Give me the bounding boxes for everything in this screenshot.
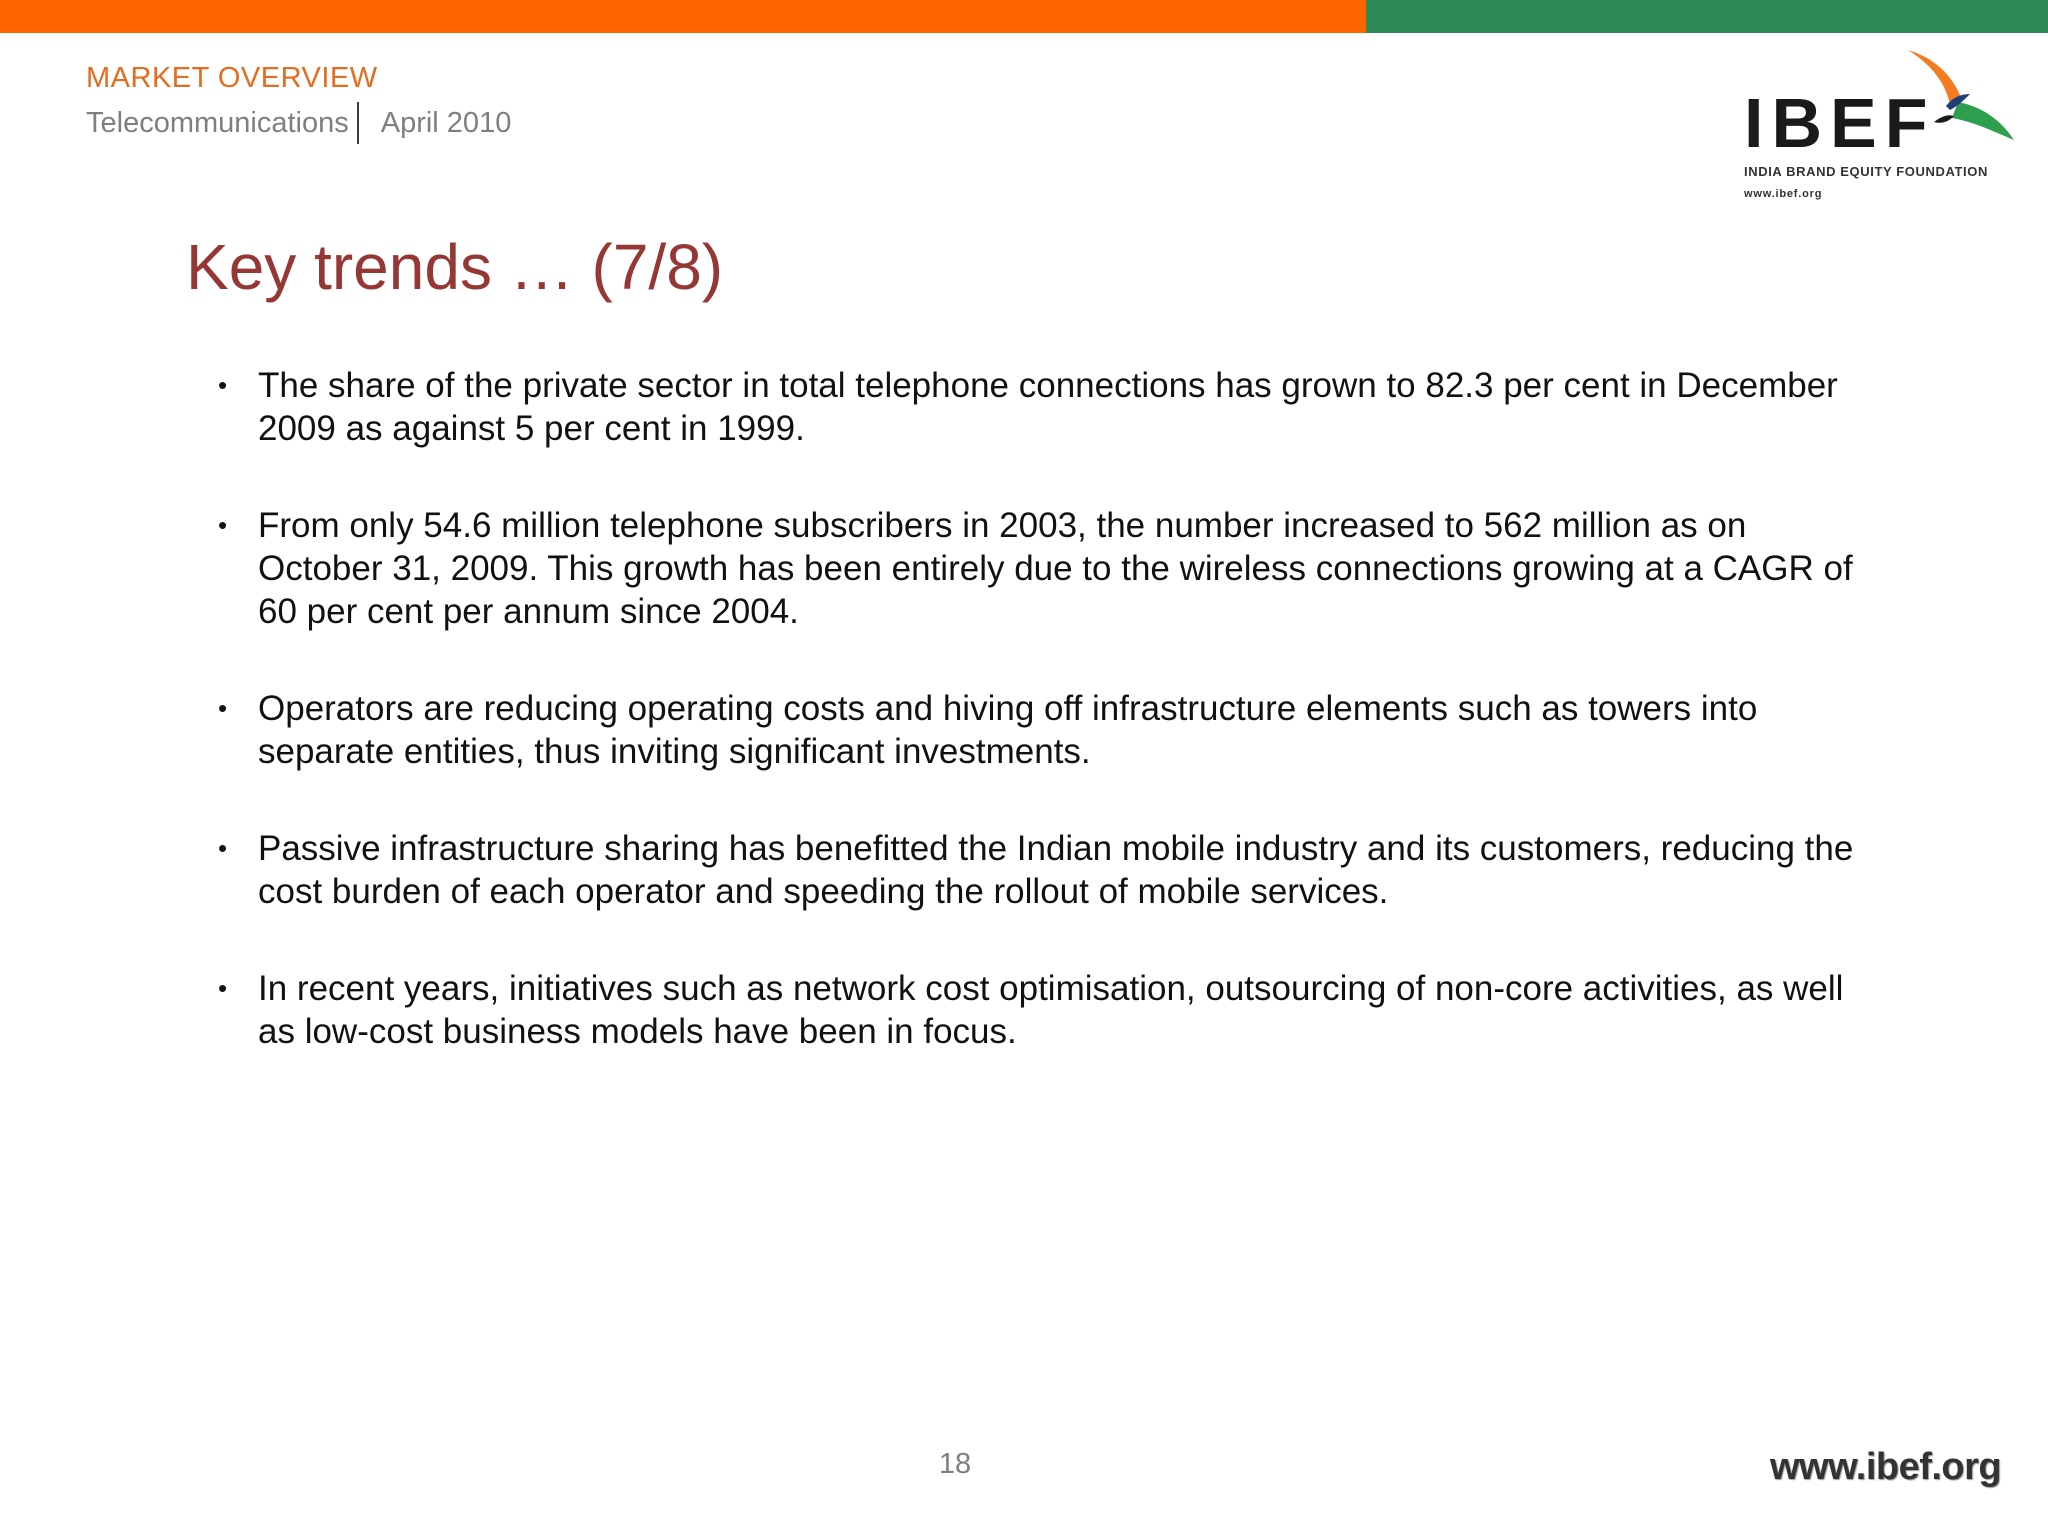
bullet-list — [218, 364, 1878, 1107]
subtitle-divider — [357, 102, 359, 144]
bullet-text: Operators are reducing operating costs and hiving off infrastructure elements such as towers into separate entities, thus inviting significant investments. — [258, 689, 1758, 771]
logo-wordmark: IBEF — [1744, 84, 1936, 162]
bullet-text: In recent years, initiatives such as network cost optimisation, outsourcing of non-core activities, as well as low-cost business models have been in focus. — [258, 969, 1844, 1051]
logo-url: www.ibef.org — [1744, 188, 1823, 200]
section-label: MARKET OVERVIEW — [86, 62, 378, 94]
bullet-icon: • — [218, 370, 228, 400]
top-bar-green — [1366, 0, 2048, 33]
sector-label: Telecommunications — [86, 106, 349, 139]
footer-url[interactable]: www.ibef.org — [1770, 1446, 2002, 1488]
bullet-text: The share of the private sector in total telephone connections has grown to 82.3 per cent in December 2009 as against 5 per cent in 1999. — [258, 366, 1838, 448]
bullet-item — [218, 967, 1878, 1053]
bullet-item — [218, 364, 1878, 450]
subtitle-row — [86, 102, 511, 144]
bullet-icon: • — [218, 510, 228, 540]
page-title: Key trends … (7/8) — [186, 231, 724, 303]
bullet-icon: • — [218, 833, 228, 863]
ibef-logo — [1738, 44, 2018, 204]
page-number: 18 — [938, 1448, 972, 1480]
bullet-icon: • — [218, 693, 228, 723]
bird-logo-icon — [1890, 44, 2018, 154]
top-bar-orange — [0, 0, 1366, 33]
date-label: April 2010 — [380, 106, 512, 139]
bullet-item — [218, 504, 1878, 633]
bullet-text: From only 54.6 million telephone subscribers in 2003, the number increased to 562 million as on October 31, 2009. This growth has been entirely due to the wireless connections growing at a CAGR of 60 per cent per annum since 2004. — [258, 506, 1853, 631]
bullet-item — [218, 827, 1878, 913]
bullet-icon: • — [218, 973, 228, 1003]
bullet-text: Passive infrastructure sharing has benefitted the Indian mobile industry and its customers, reducing the cost burden of each operator and speeding the rollout of mobile services. — [258, 829, 1854, 911]
logo-tagline: INDIA BRAND EQUITY FOUNDATION — [1744, 164, 1988, 179]
bullet-item — [218, 687, 1878, 773]
